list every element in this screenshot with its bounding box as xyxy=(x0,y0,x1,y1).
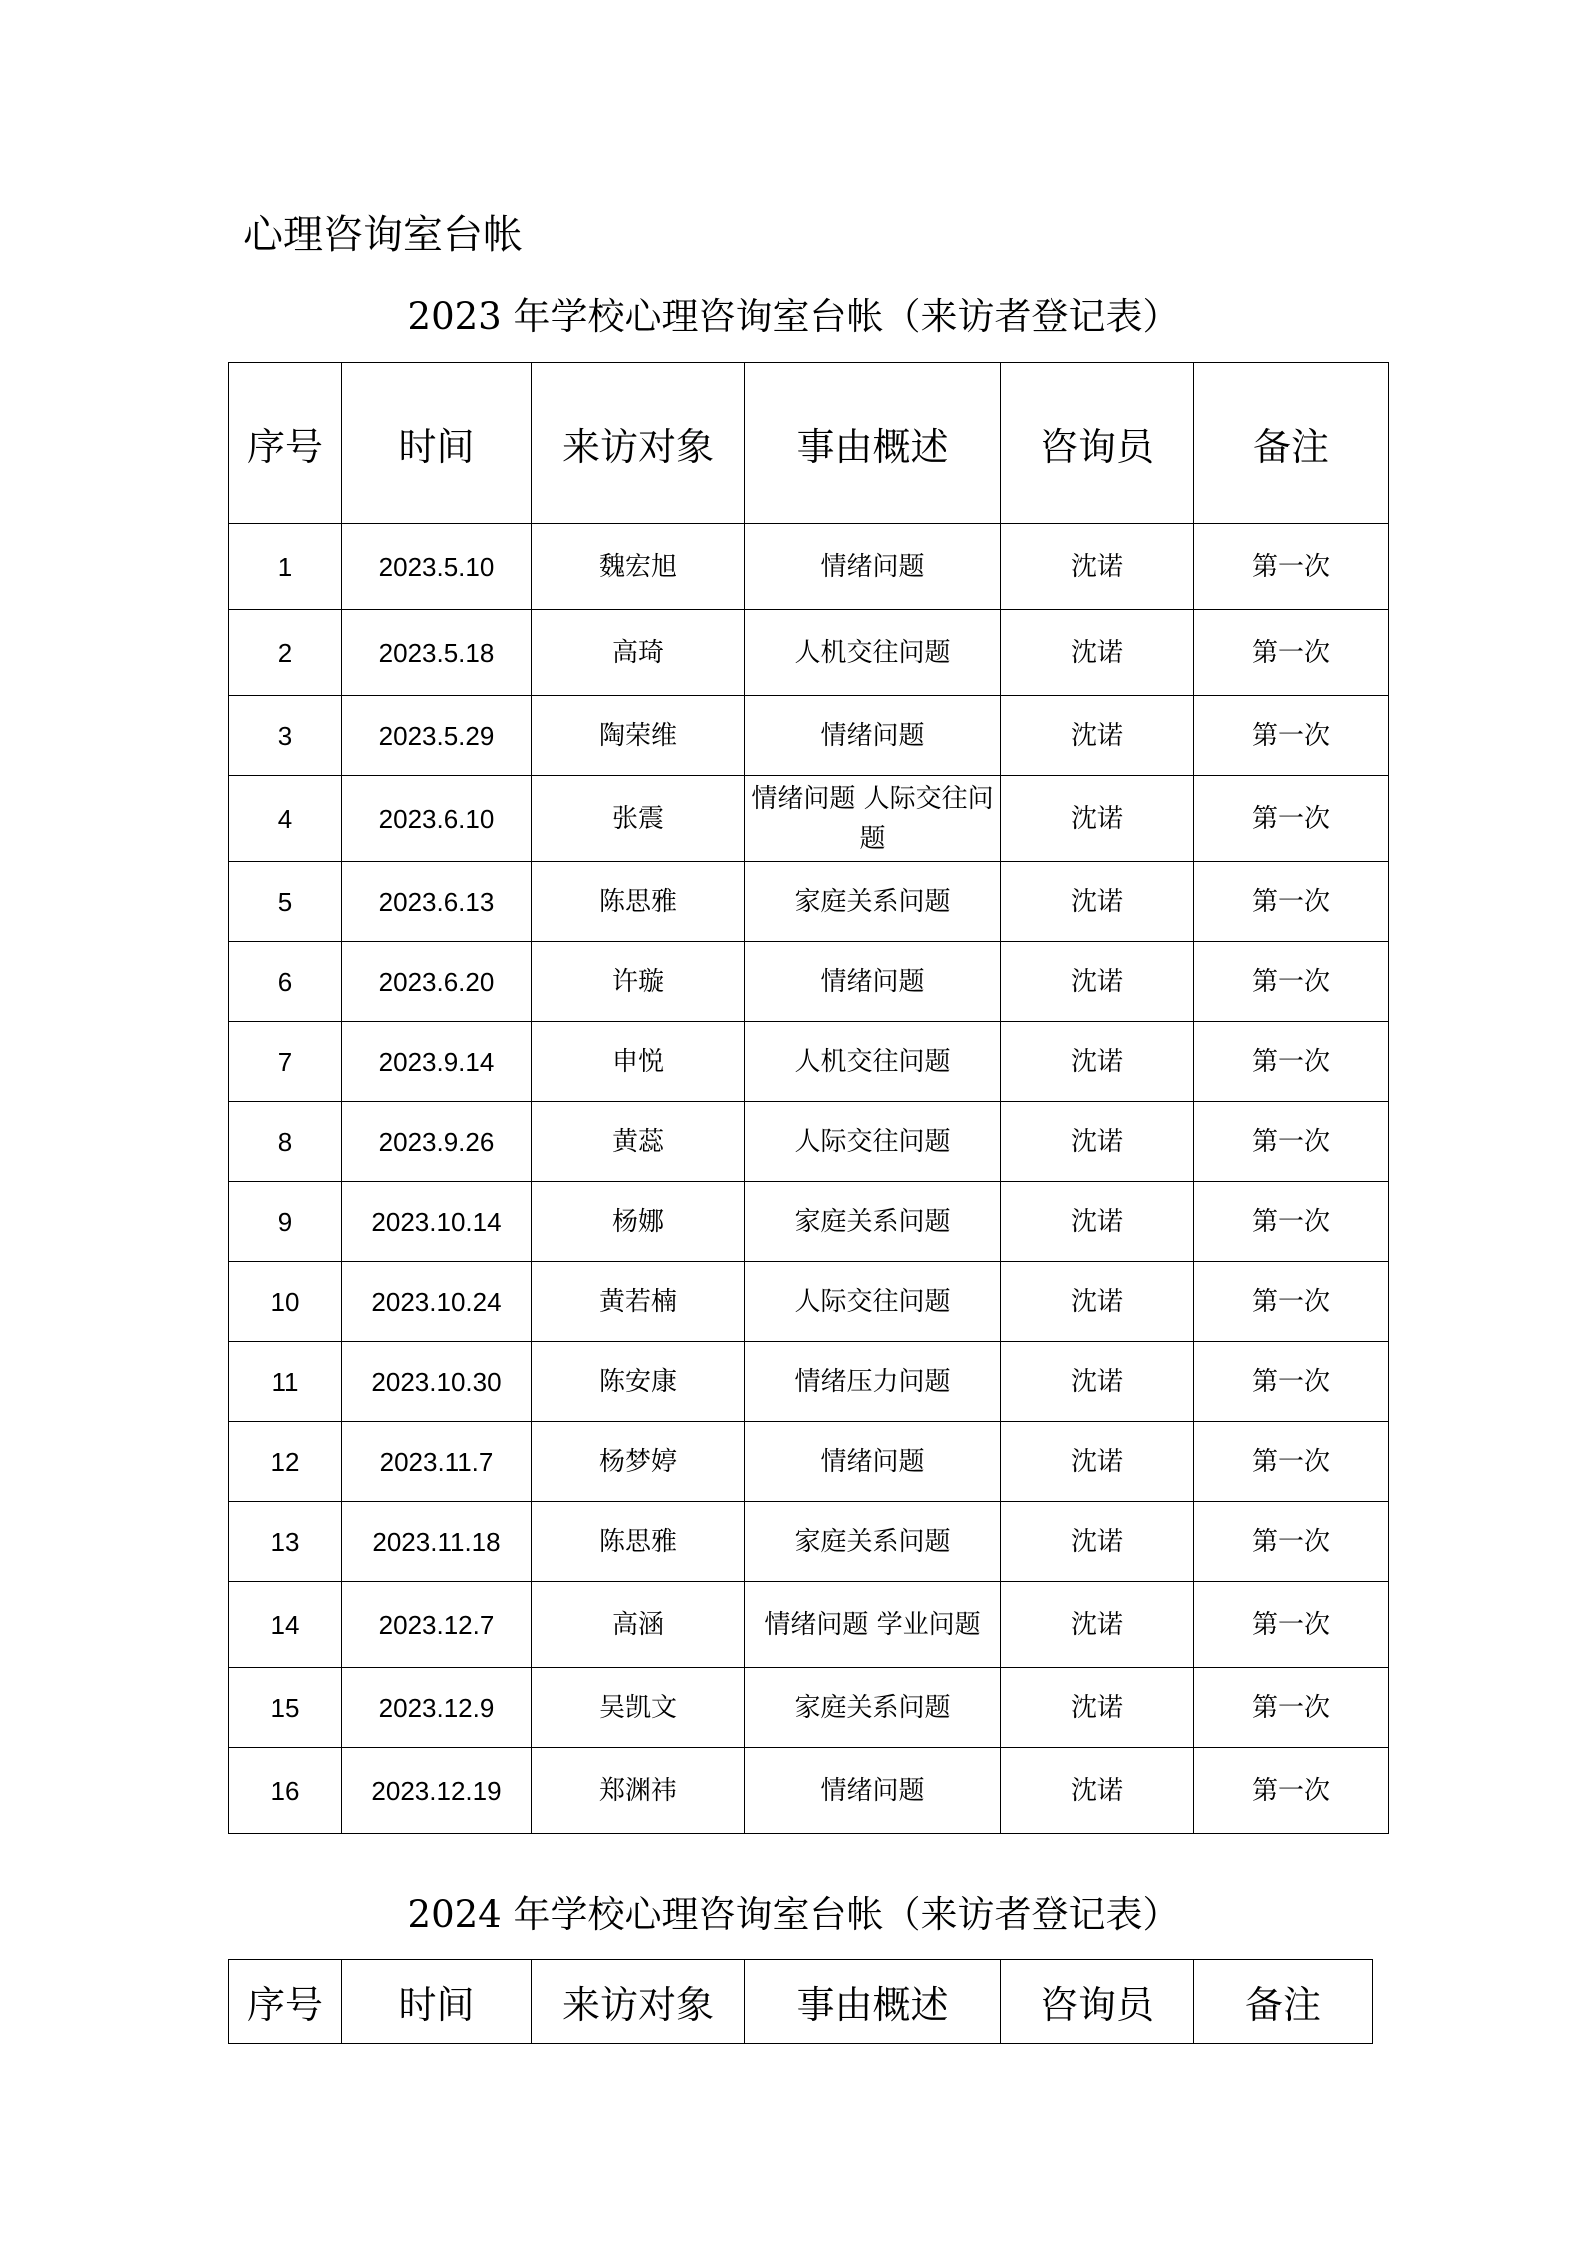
cell-reason: 情绪问题 人际交往问题 xyxy=(745,776,1001,862)
cell-time: 2023.12.9 xyxy=(342,1668,532,1748)
cell-time: 2023.12.7 xyxy=(342,1582,532,1668)
cell-visitor: 陈安康 xyxy=(532,1342,745,1422)
cell-note: 第一次 xyxy=(1194,862,1389,942)
cell-seq: 5 xyxy=(229,862,342,942)
table-row xyxy=(229,1748,1389,1834)
cell-reason: 情绪问题 xyxy=(745,942,1001,1022)
cell-time: 2023.5.18 xyxy=(342,610,532,696)
cell-counselor: 沈诺 xyxy=(1001,1422,1194,1502)
cell-reason: 情绪问题 xyxy=(745,1748,1001,1834)
cell-seq: 1 xyxy=(229,524,342,610)
table-2024-title: 2024 年学校心理咨询室台帐（来访者登记表） xyxy=(407,1893,1180,1936)
cell-time: 2023.12.19 xyxy=(342,1748,532,1834)
cell-seq: 14 xyxy=(229,1582,342,1668)
cell-counselor: 沈诺 xyxy=(1001,524,1194,610)
table-row xyxy=(229,1102,1389,1182)
cell-counselor: 沈诺 xyxy=(1001,1748,1194,1834)
cell-counselor: 沈诺 xyxy=(1001,610,1194,696)
cell-note: 第一次 xyxy=(1194,1582,1389,1668)
cell-reason: 家庭关系问题 xyxy=(745,1668,1001,1748)
table-row xyxy=(229,1182,1389,1262)
table-2023-title: 2023 年学校心理咨询室台帐（来访者登记表） xyxy=(407,295,1180,338)
cell-seq: 13 xyxy=(229,1502,342,1582)
cell-visitor: 陈思雅 xyxy=(532,1502,745,1582)
cell-counselor: 沈诺 xyxy=(1001,942,1194,1022)
cell-seq: 3 xyxy=(229,696,342,776)
cell-visitor: 陶荣维 xyxy=(532,696,745,776)
cell-note: 第一次 xyxy=(1194,1182,1389,1262)
header-visitor: 来访对象 xyxy=(532,363,745,524)
cell-reason: 人机交往问题 xyxy=(745,1022,1001,1102)
cell-time: 2023.11.18 xyxy=(342,1502,532,1582)
header-reason: 事由概述 xyxy=(745,363,1001,524)
table-row xyxy=(229,942,1389,1022)
cell-reason: 人际交往问题 xyxy=(745,1102,1001,1182)
cell-seq: 11 xyxy=(229,1342,342,1422)
cell-seq: 2 xyxy=(229,610,342,696)
table-row xyxy=(229,862,1389,942)
header-counselor: 咨询员 xyxy=(1001,363,1194,524)
cell-note: 第一次 xyxy=(1194,1668,1389,1748)
cell-note: 第一次 xyxy=(1194,610,1389,696)
cell-visitor: 高涵 xyxy=(532,1582,745,1668)
cell-seq: 4 xyxy=(229,776,342,862)
cell-reason: 情绪问题 xyxy=(745,1422,1001,1502)
page-heading: 心理咨询室台帐 xyxy=(243,212,523,258)
cell-counselor: 沈诺 xyxy=(1001,1582,1194,1668)
cell-reason: 人际交往问题 xyxy=(745,1262,1001,1342)
cell-reason: 情绪问题 xyxy=(745,696,1001,776)
cell-seq: 15 xyxy=(229,1668,342,1748)
table-row xyxy=(229,524,1389,610)
table-row xyxy=(229,776,1389,862)
cell-time: 2023.6.20 xyxy=(342,942,532,1022)
table-row xyxy=(229,610,1389,696)
cell-seq: 8 xyxy=(229,1102,342,1182)
cell-seq: 6 xyxy=(229,942,342,1022)
cell-visitor: 黄若楠 xyxy=(532,1262,745,1342)
cell-note: 第一次 xyxy=(1194,1502,1389,1582)
cell-visitor: 郑渊祎 xyxy=(532,1748,745,1834)
cell-time: 2023.5.10 xyxy=(342,524,532,610)
cell-counselor: 沈诺 xyxy=(1001,1262,1194,1342)
cell-counselor: 沈诺 xyxy=(1001,1102,1194,1182)
table-row xyxy=(229,1422,1389,1502)
cell-note: 第一次 xyxy=(1194,1022,1389,1102)
table-row xyxy=(229,1342,1389,1422)
header-seq: 序号 xyxy=(229,363,342,524)
table-body xyxy=(229,524,1389,1834)
cell-reason: 情绪问题 xyxy=(745,524,1001,610)
header-counselor: 咨询员 xyxy=(1001,1960,1194,2044)
cell-seq: 7 xyxy=(229,1022,342,1102)
table-row xyxy=(229,1582,1389,1668)
cell-visitor: 黄蕊 xyxy=(532,1102,745,1182)
cell-seq: 16 xyxy=(229,1748,342,1834)
cell-time: 2023.9.26 xyxy=(342,1102,532,1182)
table-row xyxy=(229,696,1389,776)
cell-note: 第一次 xyxy=(1194,1748,1389,1834)
cell-counselor: 沈诺 xyxy=(1001,776,1194,862)
cell-time: 2023.6.13 xyxy=(342,862,532,942)
table-row xyxy=(229,1668,1389,1748)
cell-counselor: 沈诺 xyxy=(1001,1502,1194,1582)
header-seq: 序号 xyxy=(229,1960,342,2044)
cell-reason: 情绪压力问题 xyxy=(745,1342,1001,1422)
header-reason: 事由概述 xyxy=(745,1960,1001,2044)
cell-note: 第一次 xyxy=(1194,1102,1389,1182)
cell-visitor: 许璇 xyxy=(532,942,745,1022)
cell-reason: 情绪问题 学业问题 xyxy=(745,1582,1001,1668)
cell-counselor: 沈诺 xyxy=(1001,1668,1194,1748)
table-row xyxy=(229,1262,1389,1342)
cell-reason: 家庭关系问题 xyxy=(745,1182,1001,1262)
cell-note: 第一次 xyxy=(1194,1342,1389,1422)
cell-counselor: 沈诺 xyxy=(1001,696,1194,776)
cell-seq: 12 xyxy=(229,1422,342,1502)
cell-counselor: 沈诺 xyxy=(1001,1342,1194,1422)
cell-visitor: 张震 xyxy=(532,776,745,862)
visitor-log-table-2024 xyxy=(228,1959,1373,2044)
cell-visitor: 吴凯文 xyxy=(532,1668,745,1748)
cell-visitor: 杨梦婷 xyxy=(532,1422,745,1502)
cell-visitor: 陈思雅 xyxy=(532,862,745,942)
header-note: 备注 xyxy=(1194,363,1389,524)
cell-visitor: 杨娜 xyxy=(532,1182,745,1262)
cell-counselor: 沈诺 xyxy=(1001,1182,1194,1262)
cell-visitor: 申悦 xyxy=(532,1022,745,1102)
cell-counselor: 沈诺 xyxy=(1001,862,1194,942)
cell-counselor: 沈诺 xyxy=(1001,1022,1194,1102)
table-header-row xyxy=(229,1960,1373,2044)
table-header-row xyxy=(229,363,1389,524)
cell-note: 第一次 xyxy=(1194,1262,1389,1342)
cell-note: 第一次 xyxy=(1194,696,1389,776)
cell-time: 2023.11.7 xyxy=(342,1422,532,1502)
cell-time: 2023.10.14 xyxy=(342,1182,532,1262)
table-row xyxy=(229,1502,1389,1582)
cell-reason: 家庭关系问题 xyxy=(745,1502,1001,1582)
cell-visitor: 魏宏旭 xyxy=(532,524,745,610)
cell-time: 2023.10.30 xyxy=(342,1342,532,1422)
header-visitor: 来访对象 xyxy=(532,1960,745,2044)
header-time: 时间 xyxy=(342,1960,532,2044)
cell-seq: 9 xyxy=(229,1182,342,1262)
cell-reason: 家庭关系问题 xyxy=(745,862,1001,942)
cell-time: 2023.10.24 xyxy=(342,1262,532,1342)
cell-visitor: 高琦 xyxy=(532,610,745,696)
cell-reason: 人机交往问题 xyxy=(745,610,1001,696)
cell-seq: 10 xyxy=(229,1262,342,1342)
header-note: 备注 xyxy=(1194,1960,1373,2044)
visitor-log-table-2023 xyxy=(228,362,1389,1834)
cell-time: 2023.6.10 xyxy=(342,776,532,862)
cell-note: 第一次 xyxy=(1194,776,1389,862)
header-time: 时间 xyxy=(342,363,532,524)
cell-note: 第一次 xyxy=(1194,524,1389,610)
cell-note: 第一次 xyxy=(1194,942,1389,1022)
table-row xyxy=(229,1022,1389,1102)
cell-time: 2023.5.29 xyxy=(342,696,532,776)
cell-time: 2023.9.14 xyxy=(342,1022,532,1102)
cell-note: 第一次 xyxy=(1194,1422,1389,1502)
